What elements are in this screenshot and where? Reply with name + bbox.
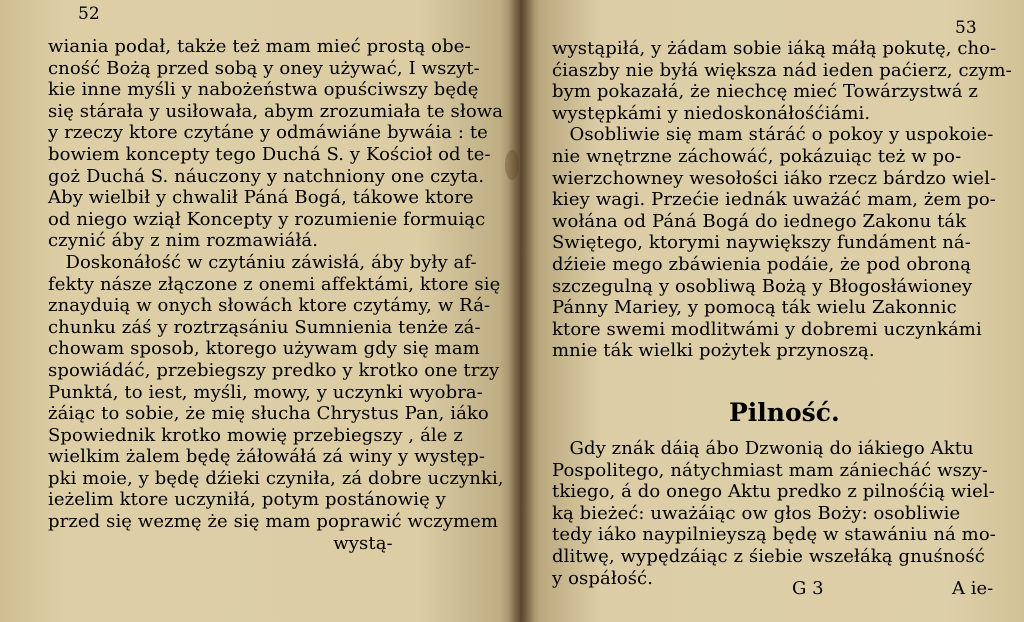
left-text-line: spowiádáć, przebiegszy predko y krotko one trzy <box>48 359 500 381</box>
right-text-line: bym pokazałá, że niechcę mieć Towárzystwá z <box>552 81 978 103</box>
right-text2-line: y ospáłość. <box>552 567 654 589</box>
book-gutter <box>508 0 534 622</box>
left-text-line: żáiąc to sobie, że mię słucha Chrystus Pan, iáko <box>48 403 489 425</box>
left-text-line: Aby wielbił y chwalił Páná Bogá, tákowe ktore <box>48 187 474 209</box>
right-text-line: kiey wagi. Przećie iednák uważáć mam, żem po- <box>552 189 996 211</box>
right-text2-line: ką bieżeć: uważáiąc ow głos Boży: osobliwie <box>552 502 961 524</box>
left-page-number: 52 <box>78 4 100 24</box>
left-text-line: Punktá, to iest, myśli, mowy, y uczynki wyobra- <box>48 381 483 403</box>
left-text-line: ieżelim ktore uczyniłá, potym postánowię y <box>48 489 446 511</box>
right-text2-line: tkiego, á do onego Aktu predko z pilnośćią wiel- <box>552 481 995 503</box>
catchword: A ie- <box>952 578 994 599</box>
right-text-line: występkámi y niedoskonáłośćiámi. <box>552 102 871 124</box>
right-text-line: wołána od Páná Bogá do iednego Zakonu ták <box>552 210 967 232</box>
left-text-line: pki moie, y będę dźieki czyniła, zá dobre uczynki, <box>48 467 504 489</box>
left-text-line: Spowiednik krotko mowię przebiegszy , ále z <box>48 424 463 446</box>
right-text-line: wystąpiłá, y żádam sobie iáką máłą pokutę, cho- <box>552 38 997 59</box>
left-text-line: czynić áby z nim rozmawiáłá. <box>48 230 319 252</box>
left-text-line: znayduią w onych słowách ktore czytámy, w Rá- <box>48 295 491 317</box>
left-text-line: wielkim żalem będę żáłowáłá zá winy y występ- <box>48 446 486 468</box>
left-text-line: wystą- <box>48 532 393 554</box>
left-text-line: goż Duchá S. náuczony y natchniony one czyta. <box>48 165 485 187</box>
right-text-line: Pánny Mariey, y pomocą ták wielu Zakonnic <box>552 297 957 319</box>
right-text-line: ćiaszby nie byłá większa nád ieden paćierz, czym- <box>552 59 1012 81</box>
left-page-text <box>48 36 510 554</box>
right-text-line: szczegulną y osobliwą Bożą y Błogosłáwioney <box>552 275 973 297</box>
right-page-number: 53 <box>955 18 977 38</box>
right-text2-line: dlitwę, wypędzáiąc z śiebie wszełáką gnuśność <box>552 545 985 567</box>
right-text-line: nie wnętrzne záchowáć, pokázuiąc też w po- <box>552 145 962 167</box>
left-text-line: wiania podał, także też mam mieć prostą obe- <box>48 36 471 57</box>
right-text2-line: Pospolitego, nátychmiast mam zániecháć wszy- <box>552 459 988 481</box>
left-text-line: bowiem koncepty tego Duchá S. y Kościoł od te- <box>48 143 491 165</box>
section-heading: Pilność. <box>729 398 840 427</box>
left-text-line: fekty násze złączone z onemi affektámi, ktore się <box>48 273 501 295</box>
left-text-line: chunku záś y roztrząsániu Sumnienia tenże zá- <box>48 316 481 338</box>
left-text-line: przed się wezmę że się mam poprawić wczymem <box>48 511 499 533</box>
right-text2-line: Gdy znák dáią ábo Dzwonią do iákiego Aktu <box>552 438 974 459</box>
signature-mark: G 3 <box>792 578 824 599</box>
right-text-line: ktore swemi modlitwámi y dobremi uczynkámi <box>552 318 982 340</box>
left-text-line: od niego wziął Koncepty y rozumienie formuiąc <box>48 208 486 230</box>
left-text-line: Doskonáłość w czytániu záwisłá, áby były af- <box>48 251 477 273</box>
right-page-text-continued <box>552 438 1014 589</box>
right-text-line: dźieie mego zbáwienia podáie, że pod obroną <box>552 253 972 275</box>
right-page-text <box>552 38 1014 362</box>
right-text-line: Swiętego, ktorymi naywiększy fundáment ná- <box>552 232 971 254</box>
left-text-line: się stárała y usiłowała, abym zrozumiała te słowa <box>48 100 504 122</box>
left-text-line: chowam sposob, ktorego używam gdy się mam <box>48 338 480 360</box>
right-text2-line: tedy iáko naypilnieyszą będę w stawániu ná mo- <box>552 524 996 546</box>
right-text-line: Osobliwie się mam stáráć o pokoy y uspokoie- <box>552 124 994 146</box>
left-text-line: y rzeczy ktore czytáne y odmáwiáne bywáia : te <box>48 122 488 144</box>
left-text-line: cność Bożą przed sobą y oney używać, I wszyt- <box>48 57 480 79</box>
right-text-line: wierzchowney wesołości iáko rzecz bárdzo wiel- <box>552 167 997 189</box>
right-text-line: mnie ták wielki pożytek przynoszą. <box>552 340 875 362</box>
left-text-line: kie inne myśli y nabożeństwa opuściwszy będę <box>48 79 479 101</box>
